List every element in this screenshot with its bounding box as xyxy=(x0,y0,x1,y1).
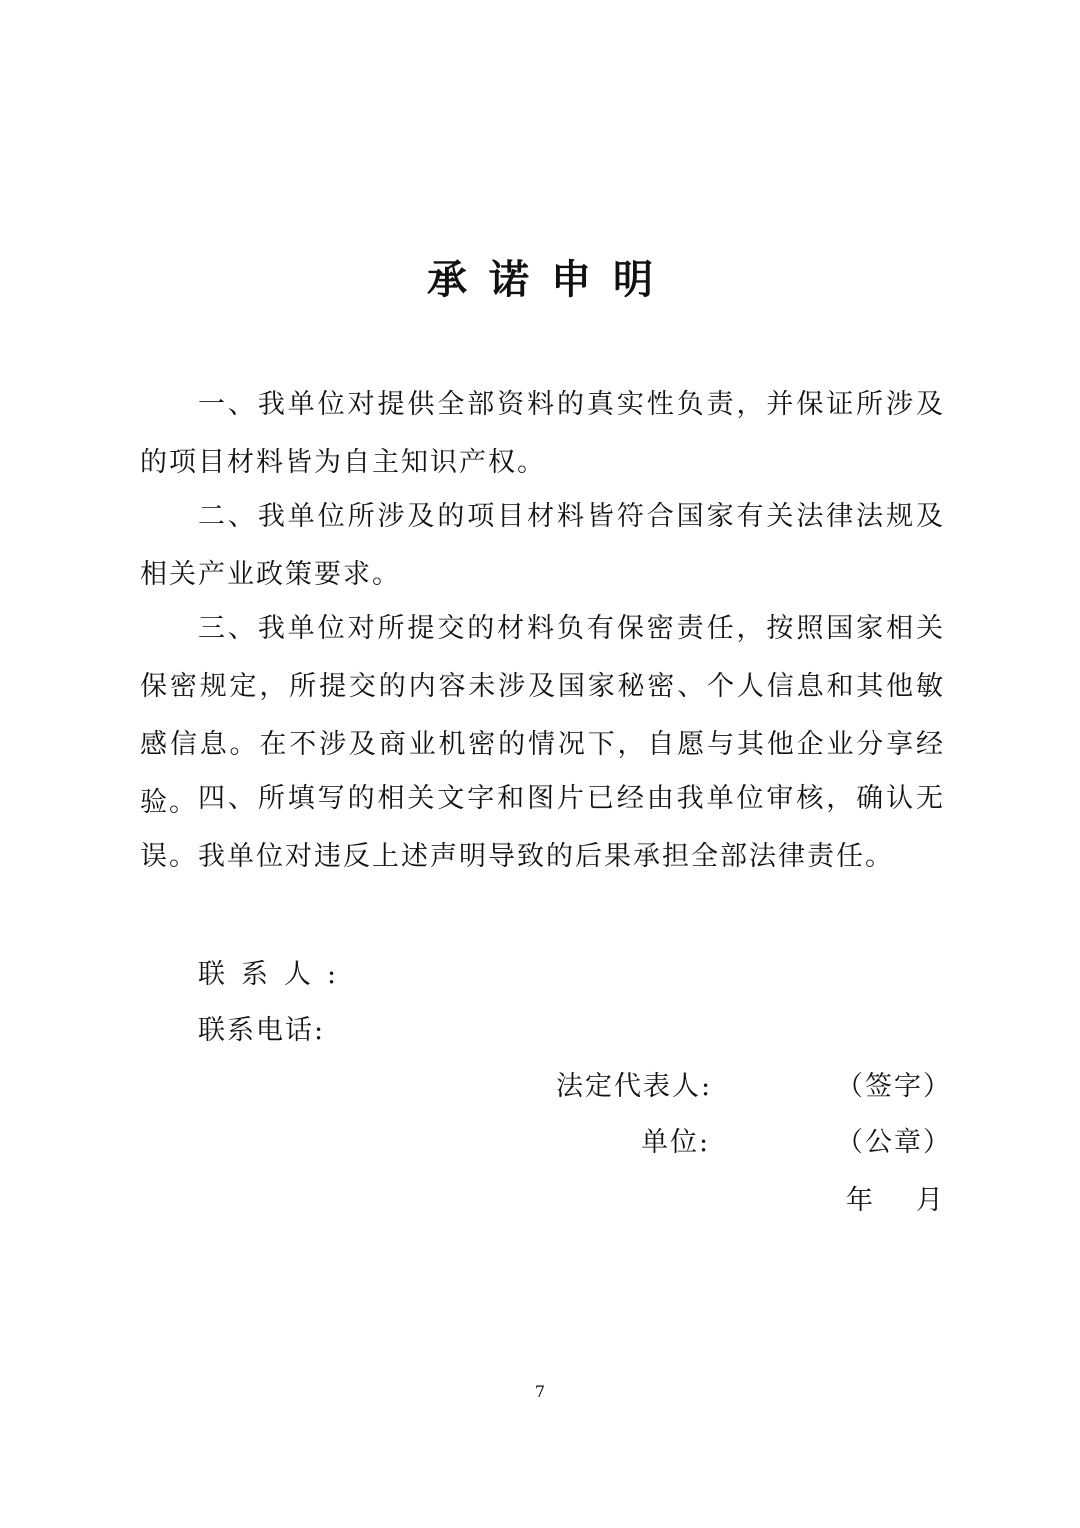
paragraph-4: 四、所填写的相关文字和图片已经由我单位审核，确认无误。我单位对违反上述声明导致的后果承担全部法律责任。 xyxy=(140,783,945,872)
paragraph-2: 二、我单位所涉及的项目材料皆符合国家有关法律法规及相关产业政策要求。 xyxy=(140,501,945,590)
contact-phone-label: 联系电话: xyxy=(198,1015,326,1046)
seal-note: （公章） xyxy=(836,1127,952,1158)
paragraph-3: 三、我单位对所提交的材料负有保密责任，按照国家相关保密规定，所提交的内容未涉及国家秘密、个人信息和其他敏感信息。在不涉及商业机密的情况下，自愿与其他企业分享经验。 xyxy=(140,613,945,818)
page-title: 承诺申明 xyxy=(427,257,675,303)
signature-note: （签字） xyxy=(836,1071,952,1102)
page-number: 7 xyxy=(534,1382,546,1401)
contact-person-label: 联系人: xyxy=(198,959,353,990)
month-label: 月 xyxy=(916,1185,945,1216)
paragraph-1: 一、我单位对提供全部资料的真实性负责，并保证所涉及的项目材料皆为自主知识产权。 xyxy=(140,389,945,478)
year-label: 年 xyxy=(846,1185,875,1216)
unit-label: 单位: xyxy=(641,1127,711,1158)
legal-representative-label: 法定代表人: xyxy=(556,1071,713,1102)
